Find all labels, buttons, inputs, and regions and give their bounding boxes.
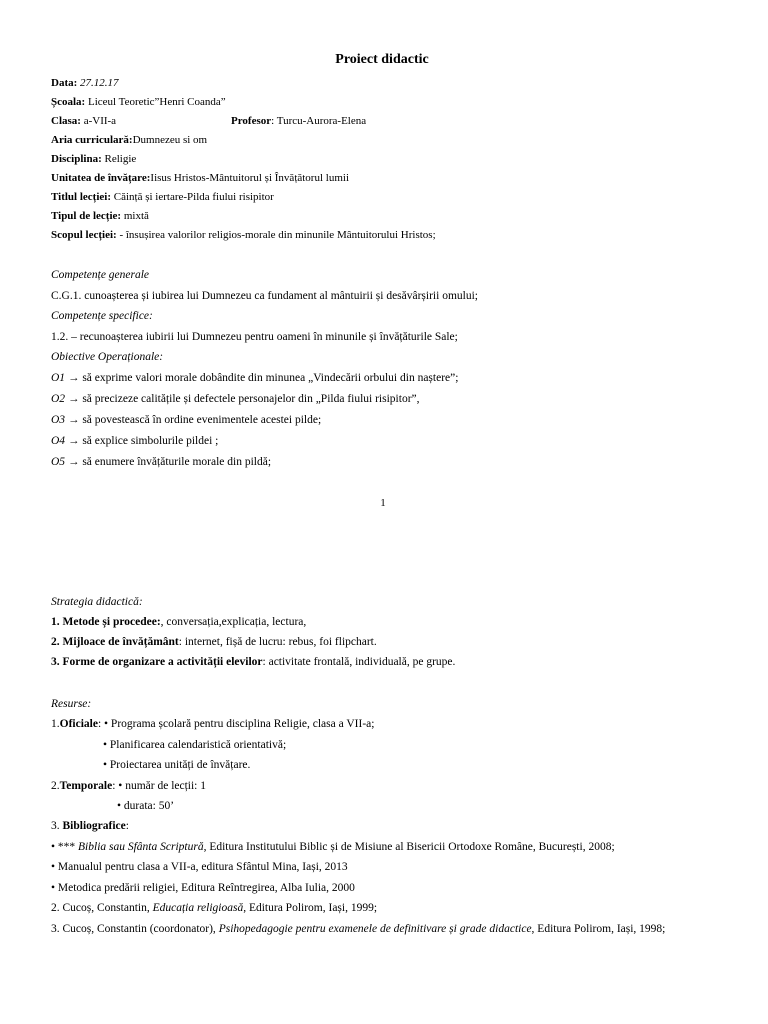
temporal-resources-item: : • număr de lecții: 1 bbox=[112, 780, 206, 792]
bibliography-item-prefix: • *** bbox=[51, 841, 79, 853]
bibliography-item-title: Educația religioasă bbox=[152, 902, 244, 914]
organization-forms-label: 3. Forme de organizare a activității elevilor bbox=[51, 656, 263, 668]
teaching-aids-value: : internet, fișă de lucru: rebus, foi flipchart. bbox=[178, 636, 377, 648]
bibliography-item-2: • Manualul pentru clasa a VII-a, editura Sfântul Mina, Iași, 2013 bbox=[51, 861, 348, 873]
lesson-type-line bbox=[51, 209, 149, 223]
official-resources-number: 1. bbox=[51, 718, 60, 730]
objective-code: O2 bbox=[51, 393, 66, 405]
official-resources-item-2: • Planificarea calendaristică orientativă; bbox=[103, 739, 287, 751]
bibliography-item-details: , Editura Institutului Biblic și de Misiune al Bisericii Ortodoxe Române, București, 2008; bbox=[203, 841, 615, 853]
organization-forms-value: : activitate frontală, individuală, pe grupe. bbox=[262, 656, 456, 668]
lesson-scope-value: - însușirea valorilor religios-morale din minunile Mântuitorului Hristos; bbox=[119, 229, 436, 241]
learning-unit-line bbox=[51, 171, 349, 185]
teacher-label: Profesor bbox=[231, 115, 272, 127]
methods-value: , conversația,explicația, lectura, bbox=[160, 616, 307, 628]
lesson-title-value: Căință și iertare-Pilda fiului risipitor bbox=[113, 191, 274, 203]
teaching-aids-line bbox=[51, 635, 377, 649]
objective-text: → să exprime valori morale dobândite din minunea „Vindecării orbului din naștere”; bbox=[65, 372, 459, 384]
official-resources-item: : • Programa școlară pentru disciplina Religie, clasa a VII-a; bbox=[97, 718, 375, 730]
bibliography-item-details: , Editura Polirom, Iași, 1998; bbox=[531, 923, 666, 935]
page-number: 1 bbox=[380, 497, 386, 509]
bibliography-item-title: Biblia sau Sfânta Scriptură bbox=[78, 841, 204, 853]
objective-code: O5 bbox=[51, 456, 66, 468]
objective-o4 bbox=[51, 434, 218, 448]
bibliography-item-1 bbox=[51, 840, 615, 854]
date-label: Data: bbox=[51, 77, 78, 89]
official-resources-line bbox=[51, 717, 374, 731]
class-line bbox=[51, 114, 116, 128]
lesson-scope-line bbox=[51, 228, 436, 242]
school-line bbox=[51, 95, 226, 109]
temporal-resources-number: 2. bbox=[51, 780, 60, 792]
school-label: Școala: bbox=[51, 96, 86, 108]
date-line bbox=[51, 76, 119, 90]
objective-code: O3 bbox=[51, 414, 66, 426]
objective-code: O4 bbox=[51, 435, 66, 447]
lesson-type-value: mixtă bbox=[123, 210, 149, 222]
lesson-scope-label: Scopul lecției: bbox=[51, 229, 117, 241]
teacher-value: : Turcu-Aurora-Elena bbox=[271, 115, 367, 127]
official-resources-item-3: • Proiectarea unități de învățare. bbox=[103, 759, 251, 771]
bibliography-heading-line bbox=[51, 819, 129, 833]
objective-o2 bbox=[51, 392, 420, 406]
objective-o5 bbox=[51, 455, 271, 469]
lesson-type-label: Tipul de lecție: bbox=[51, 210, 122, 222]
resources-heading: Resurse: bbox=[51, 698, 92, 710]
official-resources-label: Oficiale bbox=[59, 718, 98, 730]
bibliography-item-prefix: 2. Cucoș, Constantin, bbox=[51, 902, 153, 914]
bibliography-item-title: Psihopedagogie pentru examenele de definitivare și grade didactice bbox=[218, 923, 532, 935]
temporal-resources-label: Temporale bbox=[59, 780, 113, 792]
date-value: 27.12.17 bbox=[80, 77, 119, 89]
temporal-resources-item-2: • durata: 50’ bbox=[117, 800, 175, 812]
curricular-area-value: Dumnezeu si om bbox=[132, 134, 208, 146]
class-value: a-VII-a bbox=[83, 115, 117, 127]
organization-forms-line bbox=[51, 655, 455, 669]
bibliography-item-details: , Editura Polirom, Iași, 1999; bbox=[243, 902, 378, 914]
lesson-title-label: Titlul lecției: bbox=[51, 191, 111, 203]
class-label: Clasa: bbox=[51, 115, 81, 127]
specific-competence-1-2: 1.2. – recunoașterea iubirii lui Dumnezeu pentru oameni în minunile și învățăturile Sale; bbox=[51, 331, 458, 343]
teaching-aids-label: 2. Mijloace de învățământ bbox=[51, 636, 179, 648]
objective-text: → să explice simbolurile pildei ; bbox=[65, 435, 219, 447]
operational-objectives-heading: Obiective Operaționale: bbox=[51, 351, 164, 363]
methods-label: 1. Metode și procedee: bbox=[51, 616, 161, 628]
document-title: Proiect didactic bbox=[335, 52, 429, 67]
bibliography-label: Bibliografice bbox=[62, 820, 126, 832]
bibliography-item-prefix: 3. Cucoș, Constantin (coordonator), bbox=[51, 923, 219, 935]
general-competences-heading: Competențe generale bbox=[51, 269, 150, 281]
school-value: Liceul Teoretic”Henri Coanda” bbox=[87, 96, 226, 108]
bibliography-colon: : bbox=[125, 820, 129, 832]
learning-unit-label: Unitatea de învățare: bbox=[51, 172, 151, 184]
objective-o3 bbox=[51, 413, 321, 427]
teacher-line bbox=[231, 114, 366, 128]
objective-text: → să enumere învățăturile morale din pildă; bbox=[65, 456, 272, 468]
discipline-value: Religie bbox=[104, 153, 137, 165]
discipline-label: Disciplina: bbox=[51, 153, 102, 165]
bibliography-item-3: • Metodica predării religiei, Editura Reîntregirea, Alba Iulia, 2000 bbox=[51, 882, 355, 894]
discipline-line bbox=[51, 152, 136, 166]
objective-text: → să povestească în ordine evenimentele acestei pilde; bbox=[65, 414, 322, 426]
temporal-resources-line bbox=[51, 779, 206, 793]
bibliography-item-4 bbox=[51, 901, 377, 915]
general-competence-cg1: C.G.1. cunoașterea și iubirea lui Dumnezeu ca fundament al mântuirii și desăvârșirii omului; bbox=[51, 290, 478, 302]
lesson-title-line bbox=[51, 190, 274, 204]
objective-text: → să precizeze calitățile și defectele personajelor din „Pilda fiului risipitor”, bbox=[65, 393, 420, 405]
methods-line bbox=[51, 615, 306, 629]
strategy-heading: Strategia didactică: bbox=[51, 596, 143, 608]
bibliography-number: 3. bbox=[51, 820, 63, 832]
specific-competences-heading: Competențe specifice: bbox=[51, 310, 153, 322]
learning-unit-value: Iisus Hristos-Mântuitorul și Învățătorul lumii bbox=[150, 172, 350, 184]
bibliography-item-5 bbox=[51, 922, 665, 936]
objective-code: O1 bbox=[51, 372, 66, 384]
objective-o1 bbox=[51, 371, 458, 385]
curricular-area-label: Aria curriculară: bbox=[51, 134, 133, 146]
curricular-area-line bbox=[51, 133, 207, 147]
